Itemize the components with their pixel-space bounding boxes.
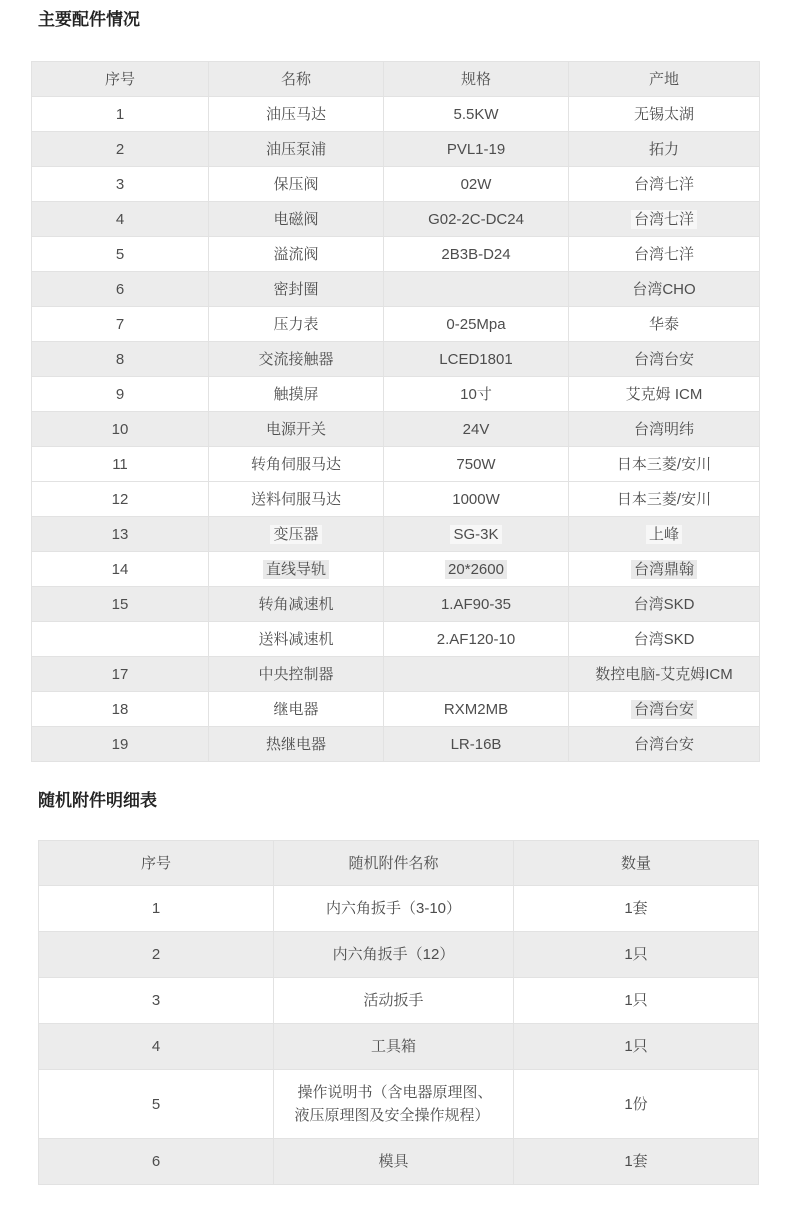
cell-text: 1只 bbox=[624, 946, 648, 963]
cell-origin bbox=[569, 587, 760, 622]
cell-no bbox=[32, 272, 209, 307]
cell-spec bbox=[384, 132, 569, 167]
cell-spec bbox=[384, 622, 569, 657]
cell-text: 无锡太湖 bbox=[633, 105, 694, 123]
cell-text: 交流接触器 bbox=[258, 350, 334, 368]
table-row bbox=[32, 587, 760, 622]
cell-origin bbox=[569, 167, 760, 202]
col-header-origin: 产地 bbox=[569, 62, 760, 97]
cell-no bbox=[39, 1139, 274, 1185]
cell-text: 1套 bbox=[624, 1153, 648, 1170]
cell-no bbox=[32, 132, 209, 167]
table-row bbox=[32, 377, 760, 412]
cell-text: 24V bbox=[462, 420, 490, 438]
cell-text: G02-2C-DC24 bbox=[428, 210, 524, 228]
accessories-table bbox=[38, 840, 759, 1185]
table-row bbox=[32, 307, 760, 342]
cell-no bbox=[32, 237, 209, 272]
cell-text: 操作说明书（含电器原理图、液压原理图及安全操作规程） bbox=[294, 1084, 493, 1124]
cell-origin bbox=[569, 727, 760, 762]
cell-spec bbox=[384, 272, 569, 307]
cell-origin bbox=[569, 202, 760, 237]
cell-text: 2 bbox=[115, 140, 125, 158]
cell-name bbox=[209, 237, 384, 272]
cell-text: 保压阀 bbox=[273, 175, 319, 193]
cell-text: 台湾明纬 bbox=[633, 420, 694, 438]
cell-name bbox=[209, 132, 384, 167]
table-row bbox=[32, 202, 760, 237]
cell-text: 15 bbox=[111, 595, 129, 613]
cell-origin bbox=[569, 517, 760, 552]
cell-text: 电源开关 bbox=[265, 420, 326, 438]
cell-no bbox=[32, 447, 209, 482]
cell-name bbox=[209, 307, 384, 342]
cell-spec bbox=[384, 237, 569, 272]
col-header-no: 序号 bbox=[32, 62, 209, 97]
table-row bbox=[39, 978, 759, 1024]
col-header-no: 序号 bbox=[39, 841, 274, 886]
cell-no bbox=[39, 1070, 274, 1139]
cell-text: 送料减速机 bbox=[258, 630, 334, 648]
cell-origin bbox=[569, 412, 760, 447]
cell-text: 3 bbox=[151, 992, 161, 1009]
cell-name bbox=[274, 1024, 514, 1070]
cell-text: 13 bbox=[111, 525, 129, 543]
col-header-name: 名称 bbox=[209, 62, 384, 97]
cell-qty bbox=[514, 886, 759, 932]
cell-name bbox=[209, 377, 384, 412]
cell-text: 7 bbox=[115, 315, 125, 333]
cell-text: 密封圈 bbox=[273, 280, 319, 298]
cell-text: 转角伺服马达 bbox=[250, 455, 341, 473]
table-row bbox=[32, 412, 760, 447]
table-row bbox=[39, 886, 759, 932]
cell-qty bbox=[514, 1139, 759, 1185]
cell-text: 送料伺服马达 bbox=[250, 490, 341, 508]
cell-text: 10寸 bbox=[460, 385, 492, 403]
table-row bbox=[32, 552, 760, 587]
cell-text: 电磁阀 bbox=[273, 210, 319, 228]
cell-qty bbox=[514, 1070, 759, 1139]
cell-text: 1 bbox=[115, 105, 125, 123]
table-row bbox=[32, 482, 760, 517]
cell-text bbox=[117, 630, 123, 649]
cell-text: 02W bbox=[460, 175, 492, 193]
cell-origin bbox=[569, 447, 760, 482]
cell-name bbox=[209, 727, 384, 762]
cell-name bbox=[209, 202, 384, 237]
cell-spec bbox=[384, 692, 569, 727]
main-parts-body bbox=[32, 97, 760, 762]
cell-text: 5 bbox=[115, 245, 125, 263]
cell-no bbox=[32, 482, 209, 517]
cell-text: 1套 bbox=[624, 900, 648, 917]
cell-text: 台湾七洋 bbox=[631, 210, 697, 229]
cell-text: 台湾台安 bbox=[633, 735, 694, 753]
cell-text: 11 bbox=[112, 455, 128, 473]
cell-no bbox=[32, 692, 209, 727]
cell-text: 19 bbox=[111, 735, 129, 753]
cell-text: 转角减速机 bbox=[258, 595, 334, 613]
cell-text: LCED1801 bbox=[439, 350, 513, 368]
table-row bbox=[32, 342, 760, 377]
cell-text: 活动扳手 bbox=[363, 992, 424, 1009]
cell-no bbox=[32, 167, 209, 202]
cell-name bbox=[209, 447, 384, 482]
table-row bbox=[32, 657, 760, 692]
table-row bbox=[32, 132, 760, 167]
cell-text: 3 bbox=[115, 175, 125, 193]
cell-name bbox=[274, 978, 514, 1024]
cell-origin bbox=[569, 307, 760, 342]
cell-origin bbox=[569, 132, 760, 167]
cell-qty bbox=[514, 1024, 759, 1070]
cell-text: 9 bbox=[115, 385, 125, 403]
cell-text: 4 bbox=[151, 1038, 161, 1055]
cell-name bbox=[209, 692, 384, 727]
cell-qty bbox=[514, 978, 759, 1024]
accessories-header-row bbox=[39, 841, 759, 886]
col-header-qty: 数量 bbox=[514, 841, 759, 886]
cell-name bbox=[209, 97, 384, 132]
cell-name bbox=[209, 482, 384, 517]
cell-spec bbox=[384, 97, 569, 132]
cell-text: 油压泵浦 bbox=[265, 140, 326, 158]
cell-text: 继电器 bbox=[273, 700, 319, 718]
table-row bbox=[39, 932, 759, 978]
cell-no bbox=[39, 978, 274, 1024]
cell-spec bbox=[384, 587, 569, 622]
col-header-spec: 规格 bbox=[384, 62, 569, 97]
cell-no bbox=[32, 377, 209, 412]
cell-text bbox=[473, 280, 479, 299]
cell-spec bbox=[384, 727, 569, 762]
cell-text: 上峰 bbox=[646, 525, 682, 544]
cell-text: RXM2MB bbox=[443, 700, 509, 718]
table-row bbox=[32, 272, 760, 307]
cell-spec bbox=[384, 657, 569, 692]
cell-text: 变压器 bbox=[270, 525, 321, 544]
cell-text: 1只 bbox=[624, 992, 648, 1009]
cell-name bbox=[274, 1139, 514, 1185]
cell-text: 热继电器 bbox=[265, 735, 326, 753]
cell-no bbox=[39, 1024, 274, 1070]
cell-text: 工具箱 bbox=[370, 1038, 416, 1055]
cell-name bbox=[209, 552, 384, 587]
cell-origin bbox=[569, 377, 760, 412]
cell-text: 内六角扳手（12） bbox=[332, 946, 455, 963]
cell-name bbox=[274, 932, 514, 978]
cell-text: 日本三菱/安川 bbox=[616, 455, 712, 473]
table-row bbox=[32, 447, 760, 482]
cell-spec bbox=[384, 552, 569, 587]
cell-text: 台湾台安 bbox=[633, 350, 694, 368]
cell-text bbox=[473, 665, 479, 684]
cell-spec bbox=[384, 342, 569, 377]
cell-text: 直线导轨 bbox=[263, 560, 329, 579]
cell-text: 5.5KW bbox=[453, 105, 499, 123]
cell-name bbox=[274, 886, 514, 932]
table-row bbox=[32, 237, 760, 272]
cell-text: 数控电脑-艾克姆ICM bbox=[595, 665, 733, 683]
cell-spec bbox=[384, 167, 569, 202]
cell-text: 华泰 bbox=[648, 315, 679, 333]
cell-origin bbox=[569, 97, 760, 132]
cell-text: 14 bbox=[111, 560, 129, 578]
cell-text: 1.AF90-35 bbox=[440, 595, 512, 613]
cell-origin bbox=[569, 272, 760, 307]
cell-text: 1只 bbox=[624, 1038, 648, 1055]
cell-no bbox=[32, 587, 209, 622]
cell-name bbox=[274, 1070, 514, 1139]
cell-name bbox=[209, 167, 384, 202]
cell-text: SG-3K bbox=[450, 525, 501, 544]
table-row bbox=[39, 1024, 759, 1070]
table-row bbox=[39, 1139, 759, 1185]
cell-origin bbox=[569, 692, 760, 727]
cell-text: 台湾鼎翰 bbox=[631, 560, 697, 579]
cell-text: 拓力 bbox=[648, 140, 679, 158]
cell-text: 油压马达 bbox=[265, 105, 326, 123]
cell-text: 6 bbox=[151, 1153, 161, 1170]
cell-text: PVL1-19 bbox=[446, 140, 506, 158]
cell-text: 台湾七洋 bbox=[633, 175, 694, 193]
cell-text: 艾克姆 ICM bbox=[625, 385, 703, 403]
cell-no bbox=[32, 412, 209, 447]
cell-origin bbox=[569, 657, 760, 692]
cell-no bbox=[32, 622, 209, 657]
cell-text: 1份 bbox=[624, 1095, 648, 1113]
cell-spec bbox=[384, 377, 569, 412]
cell-text: 溢流阀 bbox=[273, 245, 319, 263]
cell-text: 17 bbox=[111, 665, 129, 683]
cell-spec bbox=[384, 517, 569, 552]
cell-text: 台湾CHO bbox=[632, 280, 696, 298]
cell-text: 台湾台安 bbox=[631, 700, 697, 719]
main-parts-header-row bbox=[32, 62, 760, 97]
section1-title: 主要配件情况 bbox=[38, 10, 140, 29]
cell-text: 0-25Mpa bbox=[446, 315, 506, 333]
cell-spec bbox=[384, 412, 569, 447]
cell-text: 18 bbox=[111, 700, 129, 718]
cell-origin bbox=[569, 622, 760, 657]
cell-text: 台湾SKD bbox=[633, 595, 695, 613]
cell-origin bbox=[569, 552, 760, 587]
cell-text: 2.AF120-10 bbox=[436, 630, 516, 648]
cell-text: 20*2600 bbox=[445, 560, 507, 579]
cell-text: 台湾七洋 bbox=[633, 245, 694, 263]
table-row bbox=[32, 517, 760, 552]
cell-text: 2 bbox=[151, 946, 161, 963]
cell-text: 4 bbox=[115, 210, 125, 228]
cell-origin bbox=[569, 482, 760, 517]
table-row bbox=[32, 727, 760, 762]
cell-name bbox=[209, 657, 384, 692]
cell-text: 中央控制器 bbox=[258, 665, 334, 683]
section2-title: 随机附件明细表 bbox=[38, 791, 157, 810]
cell-text: 台湾SKD bbox=[633, 630, 695, 648]
cell-no bbox=[39, 932, 274, 978]
cell-text: 5 bbox=[151, 1095, 161, 1113]
table-row bbox=[32, 97, 760, 132]
cell-no bbox=[32, 657, 209, 692]
cell-name bbox=[209, 622, 384, 657]
cell-spec bbox=[384, 307, 569, 342]
cell-origin bbox=[569, 237, 760, 272]
cell-text: 2B3B-D24 bbox=[441, 245, 511, 263]
cell-text: 日本三菱/安川 bbox=[616, 490, 712, 508]
cell-text: 1000W bbox=[452, 490, 500, 508]
table-row bbox=[32, 167, 760, 202]
cell-text: 750W bbox=[456, 455, 496, 473]
cell-spec bbox=[384, 202, 569, 237]
cell-no bbox=[32, 342, 209, 377]
table-row bbox=[39, 1070, 759, 1139]
cell-spec bbox=[384, 482, 569, 517]
cell-no bbox=[39, 886, 274, 932]
cell-text: 6 bbox=[115, 280, 125, 298]
accessories-body bbox=[39, 886, 759, 1185]
cell-text: 模具 bbox=[378, 1153, 409, 1170]
cell-no bbox=[32, 307, 209, 342]
cell-no bbox=[32, 552, 209, 587]
cell-no bbox=[32, 97, 209, 132]
cell-no bbox=[32, 517, 209, 552]
cell-qty bbox=[514, 932, 759, 978]
cell-text: 压力表 bbox=[273, 315, 319, 333]
cell-name bbox=[209, 412, 384, 447]
cell-no bbox=[32, 202, 209, 237]
cell-text: 内六角扳手（3-10） bbox=[325, 900, 462, 917]
cell-name bbox=[209, 587, 384, 622]
main-parts-table bbox=[31, 61, 760, 762]
table-row bbox=[32, 622, 760, 657]
cell-text: 12 bbox=[111, 490, 129, 508]
cell-text: 8 bbox=[115, 350, 125, 368]
cell-name bbox=[209, 517, 384, 552]
cell-text: 触摸屏 bbox=[273, 385, 319, 403]
cell-name bbox=[209, 272, 384, 307]
cell-text: LR-16B bbox=[450, 735, 502, 753]
cell-spec bbox=[384, 447, 569, 482]
cell-text: 1 bbox=[151, 900, 161, 917]
cell-text: 10 bbox=[111, 420, 129, 438]
table-row bbox=[32, 692, 760, 727]
cell-no bbox=[32, 727, 209, 762]
cell-origin bbox=[569, 342, 760, 377]
cell-name bbox=[209, 342, 384, 377]
col-header-name: 随机附件名称 bbox=[274, 841, 514, 886]
